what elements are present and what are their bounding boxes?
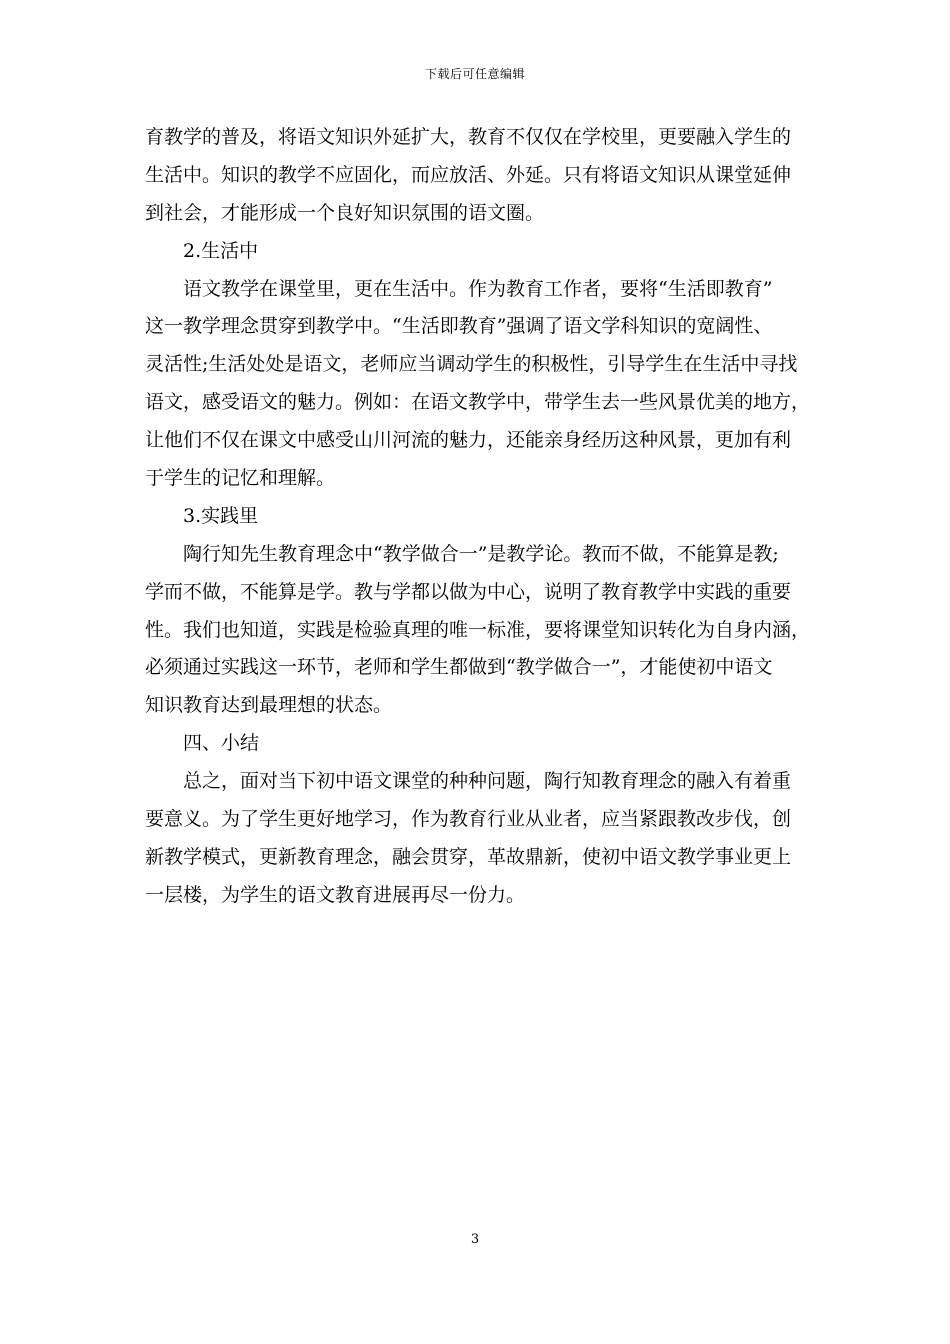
body-line: 性。我们也知道，实践是检验真理的唯一标准，要将课堂知识转化为自身内涵， (145, 618, 811, 641)
page-number: 3 (470, 1232, 480, 1247)
body-line: 育教学的普及，将语文知识外延扩大，教育不仅仅在学校里，更要融入学生的 (145, 126, 792, 148)
body-line: 生活中。知识的教学不应固化，而应放活、外延。只有将语文知识从课堂延伸 (145, 163, 792, 186)
body-line: 让他们不仅在课文中感受山川河流的魅力，还能亲身经历这种风景，更加有利 (145, 429, 792, 452)
document-body (145, 119, 823, 915)
body-line: 语文教学在课堂里，更在生活中。作为教育工作者，要将“生活即教育” (183, 277, 773, 300)
body-line: 这一教学理念贯穿到教学中。“生活即教育”强调了语文学科知识的宽阔性、 (145, 315, 773, 338)
body-line: 总之，面对当下初中语文课堂的种种问题，陶行知教育理念的融入有着重 (183, 770, 792, 793)
body-line: 于学生的记忆和理解。 (145, 467, 336, 490)
body-line: 必须通过实践这一环节，老师和学生都做到“教学做合一”，才能使初中语文 (145, 656, 773, 679)
section-heading: 3.实践里 (183, 504, 259, 527)
body-line: 一层楼，为学生的语文教育进展再尽一份力。 (145, 883, 526, 906)
body-line: 陶行知先生教育理念中“教学做合一”是教学论。教而不做，不能算是教; (183, 542, 779, 565)
body-line: 知识教育达到最理想的状态。 (145, 694, 393, 717)
body-line: 语文，感受语文的魅力。例如：在语文教学中，带学生去一些风景优美的地方， (145, 391, 811, 414)
section-heading: 2.生活中 (183, 239, 259, 262)
body-line: 新教学模式，更新教育理念，融会贯穿，革故鼎新，使初中语文教学事业更上 (145, 845, 792, 868)
body-line: 要意义。为了学生更好地学习，作为教育行业从业者，应当紧跟教改步伐，创 (145, 808, 792, 831)
page-header: 下载后可任意编辑 (424, 67, 525, 81)
body-line: 到社会，才能形成一个良好知识氛围的语文圈。 (145, 201, 545, 224)
body-line: 学而不做，不能算是学。教与学都以做为中心，说明了教育教学中实践的重要 (145, 580, 792, 603)
body-line: 灵活性;生活处处是语文，老师应当调动学生的积极性，引导学生在生活中寻找 (145, 353, 798, 376)
section-heading: 四、小结 (183, 732, 260, 755)
